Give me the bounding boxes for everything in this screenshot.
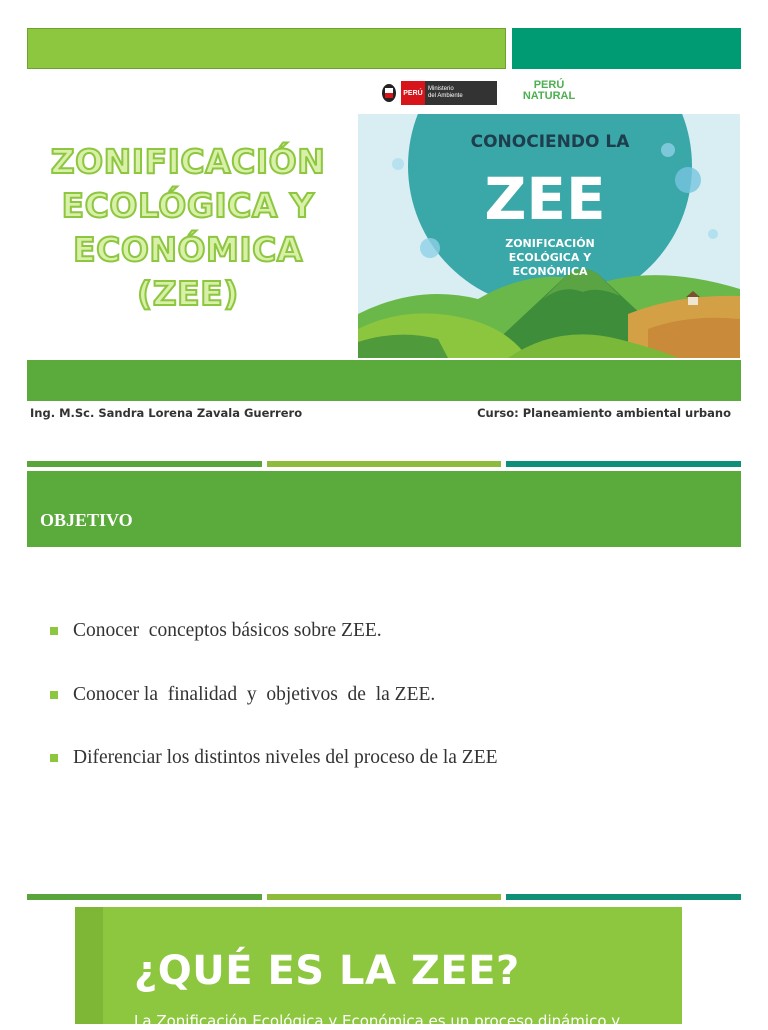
peru-natural-line-2: NATURAL [522, 90, 576, 102]
divider-stripe-3 [506, 461, 741, 467]
list-item [50, 684, 435, 706]
divider-stripe-3 [506, 894, 741, 900]
ministerio-label [425, 81, 497, 105]
bullet-text: Conocer conceptos básicos sobre ZEE. [73, 620, 382, 641]
illustration-svg [358, 114, 740, 358]
list-item [50, 747, 498, 769]
divider-stripe-2 [267, 894, 501, 900]
peru-natural-logo [518, 80, 580, 102]
divider-stripe-1 [27, 894, 262, 900]
top-bar-left [27, 28, 506, 69]
illustration-heading: CONOCIENDO LA [470, 132, 630, 152]
peru-badge: PERÚ [401, 81, 425, 105]
bullet-text: Conocer la finalidad y objetivos de la ZEE. [73, 684, 436, 705]
slide-title [30, 140, 346, 316]
house-shape [688, 297, 698, 305]
coat-of-arms-icon [380, 82, 398, 104]
bullet-square-icon [50, 627, 58, 635]
ministerio-ambiente-logo [380, 80, 498, 106]
zee-illustration [358, 114, 740, 358]
title-line-3: ECONÓMICA [73, 230, 303, 269]
bubble-shape [708, 229, 718, 239]
title-line-4: (ZEE) [137, 274, 239, 313]
peru-natural-line-1: PERÚ [533, 79, 565, 91]
ministerio-line-2: del Ambiente [428, 93, 463, 99]
course-name: Curso: Planeamiento ambiental urbano [477, 406, 731, 420]
bullet-square-icon [50, 691, 58, 699]
illustration-sub-3: ECONÓMICA [512, 265, 588, 278]
objective-header-bar [27, 471, 741, 547]
illustration-big-text: ZEE [484, 165, 606, 233]
bubble-shape [675, 167, 701, 193]
bubble-shape [392, 158, 404, 170]
author-name: Ing. M.Sc. Sandra Lorena Zavala Guerrero [30, 406, 303, 420]
bullet-text: Diferenciar los distintos niveles del proceso de la ZEE [73, 747, 498, 768]
ministerio-line-1: Ministerio [428, 86, 454, 92]
divider-stripe-1 [27, 461, 262, 467]
bubble-shape [420, 238, 440, 258]
bullet-square-icon [50, 754, 58, 762]
slide3-subtitle: La Zonificación Ecológica y Económica es un proceso dinámico y [134, 1012, 621, 1030]
slide3-title: ¿QUÉ ES LA ZEE? [134, 948, 520, 994]
objective-header: OBJETIVO [40, 510, 133, 530]
footer-bar [27, 360, 741, 401]
bubble-shape [661, 143, 675, 157]
illustration-sub-2: ECOLÓGICA Y [508, 251, 592, 264]
list-item [50, 620, 382, 642]
title-line-2: ECOLÓGICA Y [61, 186, 315, 225]
top-bar-right [512, 28, 741, 69]
illustration-sub-1: ZONIFICACIÓN [505, 237, 595, 250]
divider-stripe-2 [267, 461, 501, 467]
title-line-1: ZONIFICACIÓN [50, 142, 326, 181]
slide3-side-tab [75, 907, 103, 1024]
